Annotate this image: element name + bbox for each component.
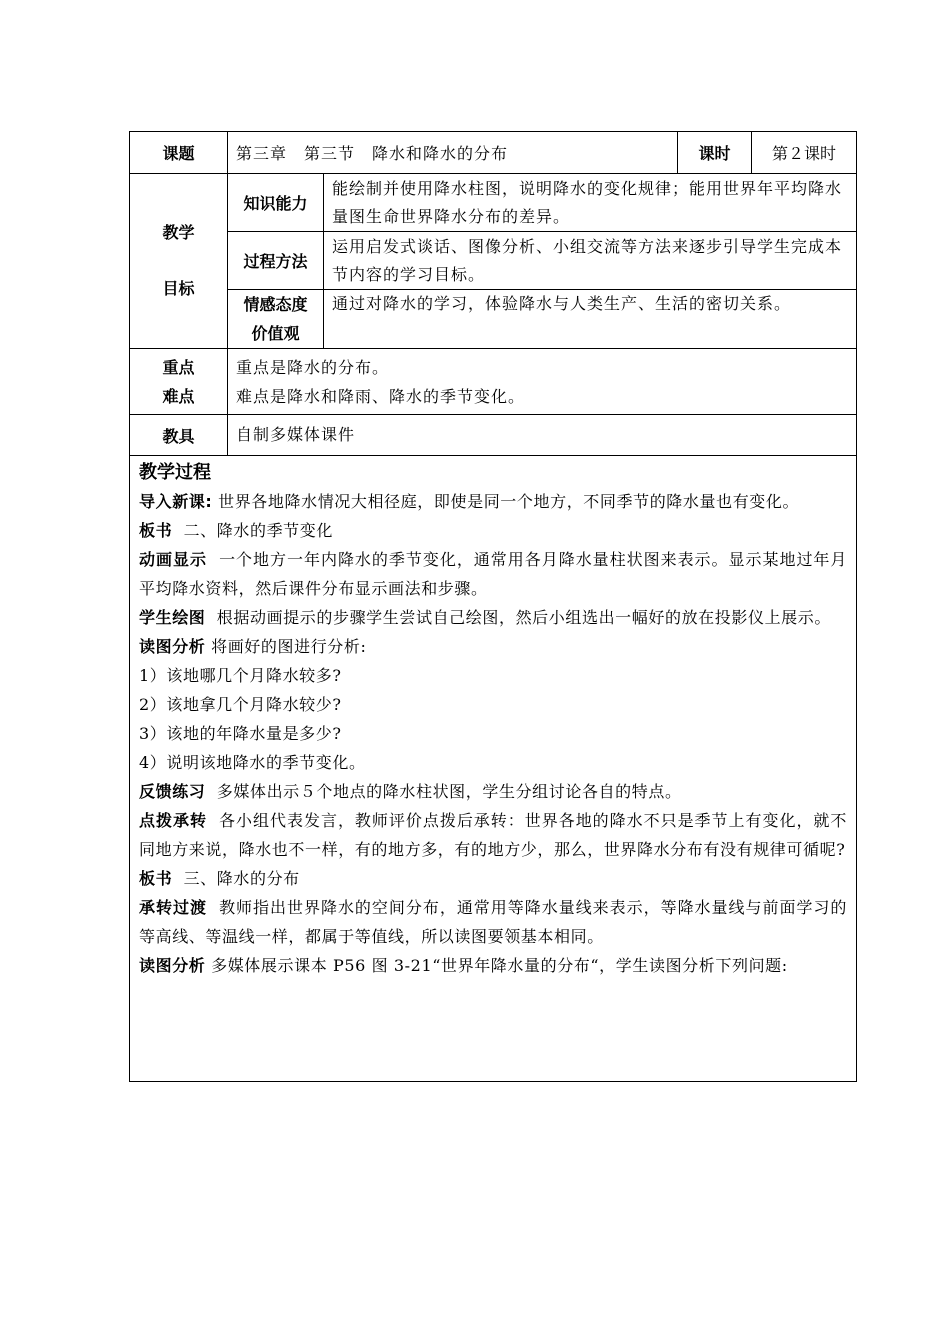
process-paragraph [139, 487, 847, 516]
goals-label [130, 174, 228, 349]
process-paragraph [139, 777, 847, 806]
keypoints-text [228, 349, 857, 415]
goal-text-attitude: 通过对降水的学习，体验降水与人类生产、生活的密切关系。 [324, 290, 857, 349]
process-text: 世界各地降水情况大相径庭，即使是同一个地方，不同季节的降水量也有变化。 [212, 492, 800, 511]
goal-label-attitude [228, 290, 324, 349]
process-text: 各小组代表发言，教师评价点拨后承转：世界各地的降水不只是季节上有变化，就不同地方来说，降水也不一样，有的地方多，有的地方少，那么，世界降水分布有没有规律可循呢? [139, 811, 848, 859]
process-paragraph [139, 864, 847, 893]
keypoints-label-line1: 重点 [162, 357, 195, 377]
process-paragraph [139, 690, 847, 719]
process-text: 4）说明该地降水的季节变化。 [139, 753, 366, 772]
process-keyword: 板书 [139, 869, 173, 888]
goal-label-attitude-line1: 情感态度 [243, 295, 308, 314]
tools-row [130, 415, 857, 456]
process-text: 一个地方一年内降水的季节变化，通常用各月降水量柱状图来表示。显示某地过年月平均降水资料，然后课件分布显示画法和步骤。 [139, 550, 848, 598]
process-paragraph [139, 516, 847, 545]
process-keyword: 板书 [139, 521, 173, 540]
process-text: 多媒体展示课本 P56 图 3-21“世界年降水量的分布“，学生读图分析下列问题: [205, 956, 788, 975]
process-row [130, 456, 857, 1082]
goal-text-knowledge: 能绘制并使用降水柱图，说明降水的变化规律；能用世界年平均降水量图生命世界降水分布的差异。 [324, 174, 857, 232]
header-row [130, 132, 857, 174]
process-cell [130, 456, 857, 1082]
subject-value: 第三章 第三节 降水和降水的分布 [228, 132, 678, 174]
process-heading: 教学过程 [139, 462, 211, 483]
process-text: 将画好的图进行分析: [205, 637, 367, 656]
period-label: 课时 [678, 132, 752, 174]
process-keyword: 承转过渡 [139, 898, 207, 917]
process-keyword: 导入新课: [139, 492, 213, 511]
tools-label: 教具 [130, 415, 228, 456]
process-text: 根据动画提示的步骤学生尝试自己绘图，然后小组选出一幅好的放在投影仪上展示。 [205, 608, 831, 627]
process-paragraph [139, 806, 847, 864]
subject-label: 课题 [130, 132, 228, 174]
process-text: 三、降水的分布 [172, 869, 300, 888]
process-paragraph [139, 545, 847, 603]
process-keyword: 读图分析 [139, 956, 206, 975]
keypoints-label [130, 349, 228, 415]
goal-text-process: 运用启发式谈话、图像分析、小组交流等方法来逐步引导学生完成本节内容的学习目标。 [324, 232, 857, 290]
keypoints-row [130, 349, 857, 415]
tools-value: 自制多媒体课件 [228, 415, 857, 456]
goals-label-line1: 教学 [162, 223, 195, 242]
keypoint-difficulty: 难点是降水和降雨、降水的季节变化。 [236, 386, 526, 406]
process-keyword: 点拨承转 [139, 811, 207, 830]
keypoints-label-line2: 难点 [162, 386, 195, 406]
process-paragraph [139, 951, 847, 980]
process-text: 二、降水的季节变化 [172, 521, 333, 540]
process-keyword: 反馈练习 [139, 782, 206, 801]
process-paragraph [139, 661, 847, 690]
goal-label-knowledge: 知识能力 [228, 174, 324, 232]
process-text: 1）该地哪几个月降水较多? [139, 666, 342, 685]
goal-row-process [130, 232, 857, 290]
process-text: 教师指出世界降水的空间分布，通常用等降水量线来表示，等降水量线与前面学习的等高线、等温线一样，都属于等值线，所以读图要领基本相同。 [139, 898, 848, 946]
goal-row-attitude [130, 290, 857, 349]
process-paragraph [139, 603, 847, 632]
lesson-plan-sheet [129, 131, 856, 1082]
process-text: 2）该地拿几个月降水较少? [139, 695, 342, 714]
goal-label-attitude-line2: 价值观 [251, 324, 300, 343]
keypoint-focus: 重点是降水的分布。 [236, 357, 390, 377]
process-text: 多媒体出示５个地点的降水柱状图，学生分组讨论各自的特点。 [205, 782, 682, 801]
process-body [139, 487, 847, 980]
process-paragraph [139, 632, 847, 661]
period-value: 第２课时 [752, 132, 857, 174]
process-paragraph [139, 893, 847, 951]
process-paragraph [139, 748, 847, 777]
goal-label-process: 过程方法 [228, 232, 324, 290]
goal-row-knowledge [130, 174, 857, 232]
lesson-plan-table [129, 131, 857, 1082]
process-keyword: 读图分析 [139, 637, 206, 656]
process-keyword: 动画显示 [139, 550, 207, 569]
goals-label-line2: 目标 [162, 279, 195, 298]
process-paragraph [139, 719, 847, 748]
process-text: 3）该地的年降水量是多少? [139, 724, 342, 743]
process-keyword: 学生绘图 [139, 608, 206, 627]
